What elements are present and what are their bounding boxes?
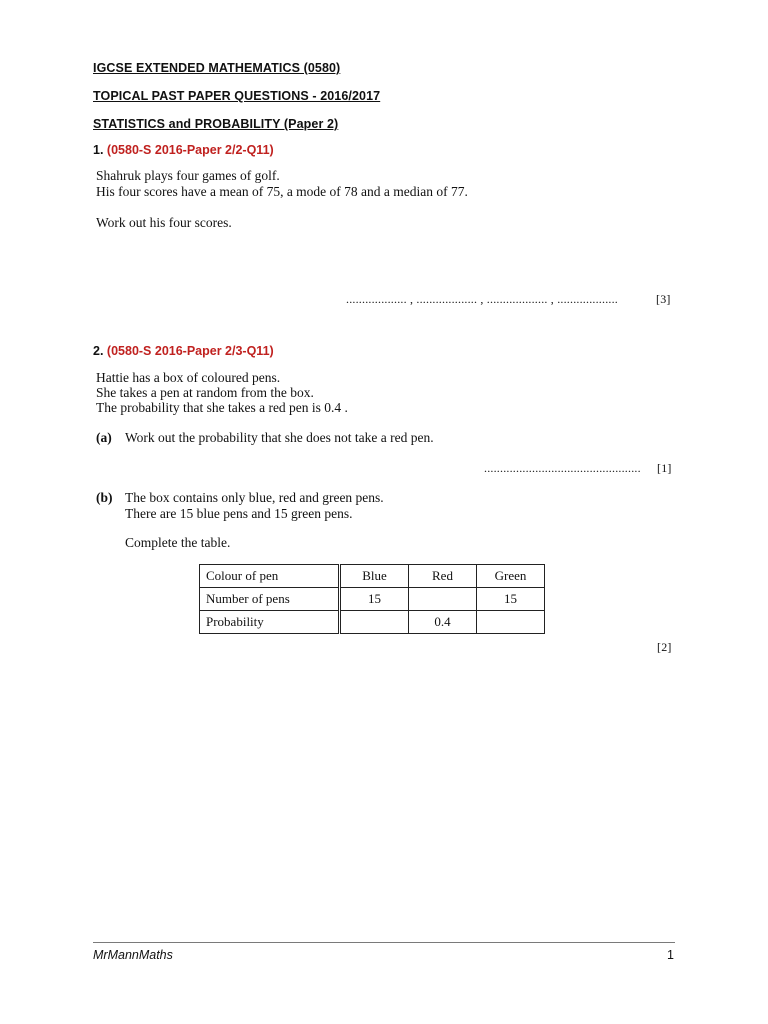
part-b-instruction: Complete the table. (125, 535, 231, 550)
question-2-line-3: The probability that she takes a red pen is 0.4 . (96, 400, 348, 415)
table-row (200, 588, 545, 611)
question-1-line-1: Shahruk plays four games of golf. (96, 168, 280, 183)
footer-author: MrMannMaths (93, 948, 173, 962)
footer-divider (93, 942, 675, 943)
question-1-line-2: His four scores have a mean of 75, a mode of 78 and a median of 77. (96, 184, 468, 199)
part-b-line-2: There are 15 blue pens and 15 green pens. (125, 506, 353, 521)
part-b-marks: [2] (657, 640, 672, 654)
table-answer-cell[interactable] (477, 611, 545, 634)
question-2-line-1: Hattie has a box of coloured pens. (96, 370, 281, 385)
table-cell: 0.4 (409, 611, 477, 634)
table-answer-cell[interactable] (340, 611, 409, 634)
part-b-label: (b) (96, 490, 113, 505)
question-1-answer-line: ................... , ................... , ................... , ................... (346, 292, 618, 306)
table-row (200, 611, 545, 634)
question-1-heading (93, 143, 274, 157)
table-cell: Probability (200, 611, 340, 634)
pens-table (199, 564, 545, 634)
page-number: 1 (667, 948, 674, 962)
part-a-label: (a) (96, 430, 112, 445)
document-subtitle: TOPICAL PAST PAPER QUESTIONS - 2016/2017 (93, 89, 381, 103)
table-cell: 15 (477, 588, 545, 611)
question-1-number: 1. (93, 143, 104, 157)
question-2-line-2: She takes a pen at random from the box. (96, 385, 314, 400)
table-header-row (200, 565, 545, 588)
part-a-text: Work out the probability that she does not take a red pen. (125, 430, 434, 445)
table-cell: Number of pens (200, 588, 340, 611)
table-header-cell: Red (409, 565, 477, 588)
question-2-heading (93, 344, 274, 358)
question-1-reference: (0580-S 2016-Paper 2/2-Q11) (106, 143, 274, 157)
table-answer-cell[interactable] (409, 588, 477, 611)
table-header-cell: Blue (340, 565, 409, 588)
table-cell: 15 (340, 588, 409, 611)
part-a-marks: [1] (657, 461, 672, 475)
part-a-answer-line: ................................................. (484, 461, 641, 475)
part-b-line-1: The box contains only blue, red and green pens. (125, 490, 384, 505)
table-header-cell: Colour of pen (200, 565, 340, 588)
table-header-cell: Green (477, 565, 545, 588)
topic-heading: STATISTICS and PROBABILITY (Paper 2) (93, 117, 339, 131)
question-2-number: 2. (93, 344, 104, 358)
question-1-marks: [3] (656, 292, 671, 306)
question-1-instruction: Work out his four scores. (96, 215, 232, 230)
question-2-reference: (0580-S 2016-Paper 2/3-Q11) (106, 344, 274, 358)
document-title: IGCSE EXTENDED MATHEMATICS (0580) (93, 61, 341, 75)
